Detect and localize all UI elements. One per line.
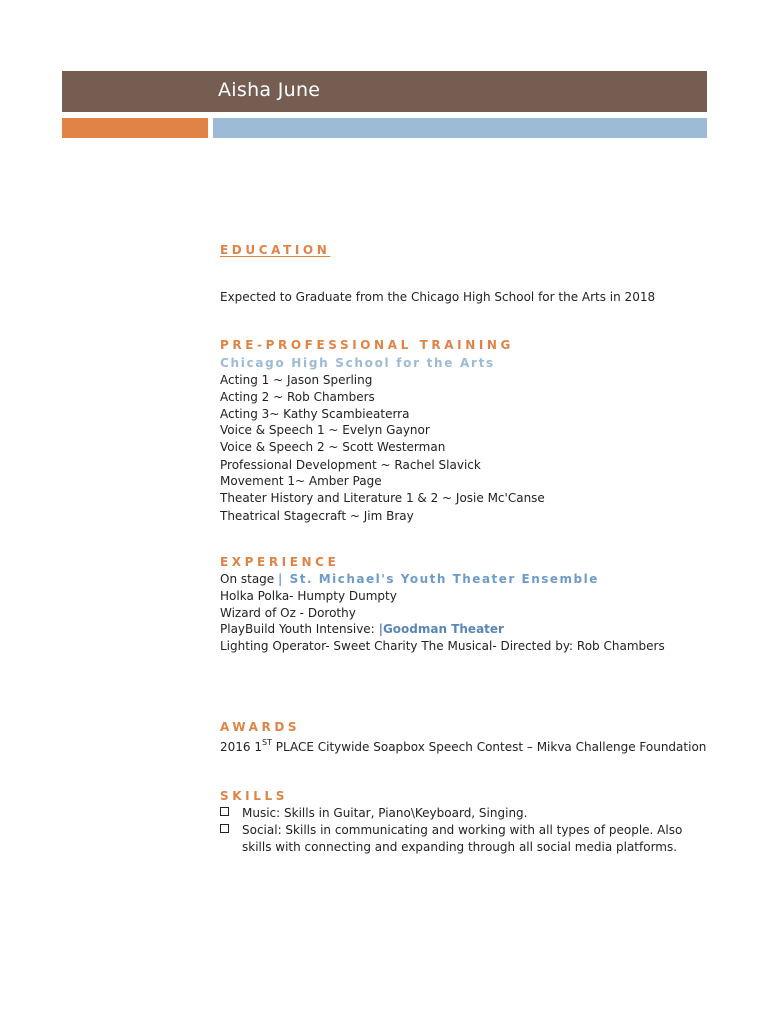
award-superscript: ST [262, 738, 272, 747]
training-item: Acting 2 ~ Rob Chambers [220, 390, 375, 404]
skills-heading: SKILLS [220, 789, 288, 803]
skill-item [220, 822, 690, 856]
experience-onstage [220, 572, 599, 586]
experience-heading: EXPERIENCE [220, 555, 340, 569]
onstage-label: On stage [220, 572, 275, 586]
experience-playbuild [220, 622, 504, 636]
training-item: Acting 3~ Kathy Scambieaterra [220, 407, 410, 421]
training-item: Professional Development ~ Rachel Slavick [220, 458, 481, 472]
experience-item: Wizard of Oz - Dorothy [220, 606, 356, 620]
skill-item [220, 805, 690, 822]
education-text: Expected to Graduate from the Chicago High School for the Arts in 2018 [220, 290, 656, 304]
award-text: PLACE Citywide Soapbox Speech Contest – Mikva Challenge Foundation [271, 740, 707, 754]
awards-heading: AWARDS [220, 720, 301, 734]
training-item: Acting 1 ~ Jason Sperling [220, 373, 373, 387]
training-item: Voice & Speech 2 ~ Scott Westerman [220, 440, 446, 454]
experience-item: Holka Polka- Humpty Dumpty [220, 589, 397, 603]
playbuild-org: |Goodman Theater [378, 622, 504, 636]
onstage-org: | St. Michael's Youth Theater Ensemble [278, 572, 599, 586]
training-heading: PRE-PROFESSIONAL TRAINING [220, 338, 514, 352]
checkbox-icon [220, 807, 229, 816]
resume-name: Aisha June [218, 79, 321, 101]
education-heading: EDUCATION [220, 243, 331, 257]
experience-item: Lighting Operator- Sweet Charity The Musical- Directed by: Rob Chambers [220, 639, 665, 653]
skill-text: Music: Skills in Guitar, Piano\Keyboard, Singing. [242, 806, 528, 820]
playbuild-label: PlayBuild Youth Intensive: [220, 622, 375, 636]
award-year: 2016 1 [220, 740, 262, 754]
accent-bar-orange [62, 118, 208, 138]
award-item [220, 740, 706, 754]
skill-text: Social: Skills in communicating and working with all types of people. Also skills with connecting and expanding through all social media platforms. [242, 823, 683, 854]
checkbox-icon [220, 824, 229, 833]
accent-bar-blue [213, 118, 707, 138]
training-school: Chicago High School for the Arts [220, 356, 495, 370]
training-item: Theatrical Stagecraft ~ Jim Bray [220, 509, 414, 523]
training-item: Theater History and Literature 1 & 2 ~ Josie Mc'Canse [220, 491, 545, 505]
training-item: Voice & Speech 1 ~ Evelyn Gaynor [220, 423, 430, 437]
training-item: Movement 1~ Amber Page [220, 474, 382, 488]
title-bar [62, 71, 707, 112]
